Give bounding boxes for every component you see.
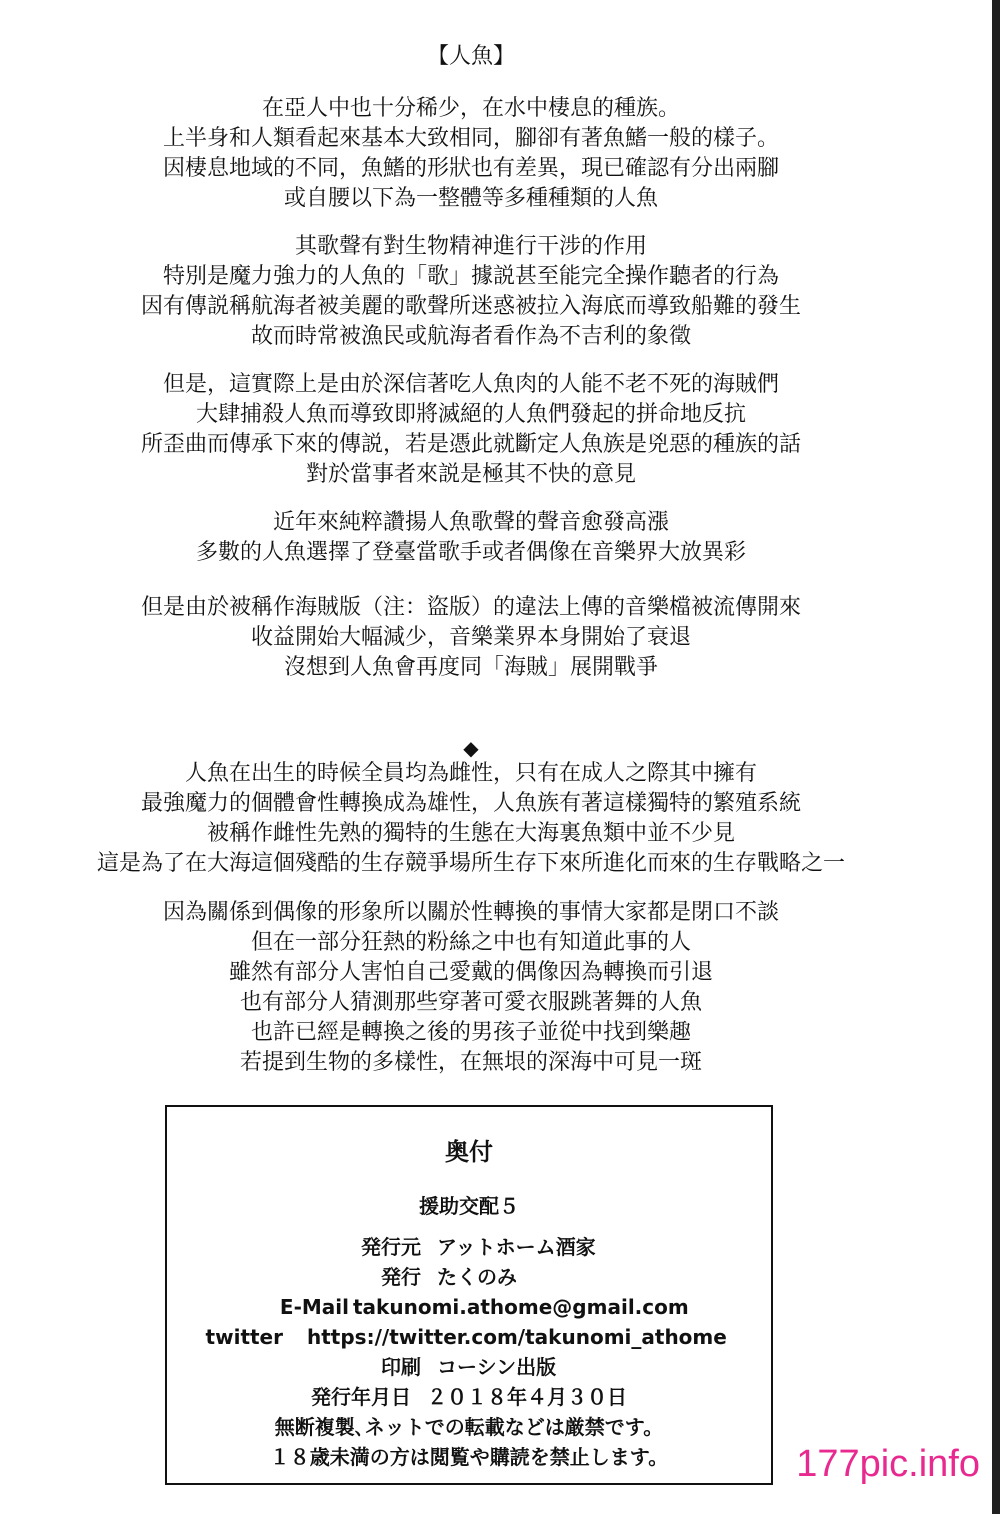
paragraph-7	[0, 898, 942, 1078]
twitter-label: twitter	[205, 1325, 283, 1349]
text-line: 特別是魔力強力的人魚的「歌」據説甚至能完全操作聽者的行為	[162, 264, 779, 289]
text-line: 人魚在出生的時候全員均為雌性，只有在成人之際其中擁有	[184, 761, 757, 786]
email-value: takunomi.athome@gmail.com	[353, 1295, 689, 1319]
text-line: 也許已經是轉換之後的男孩子並從中找到樂趣	[250, 1020, 691, 1045]
section-title: 【人魚】	[426, 44, 515, 69]
text-line: 多數的人魚選擇了登臺當歌手或者偶像在音樂界大放異彩	[195, 540, 746, 565]
text-line: 也有部分人猜測那些穿著可愛衣服跳著舞的人魚	[239, 990, 702, 1015]
text-line: 收益開始大幅減少，音樂業界本身開始了衰退	[250, 625, 691, 650]
colophon-title: 奥付	[445, 1138, 493, 1166]
date-row	[167, 1383, 771, 1411]
publisher-row	[167, 1233, 771, 1261]
diamond-separator: ◆	[463, 736, 479, 760]
publisher-label: 発行元	[361, 1235, 421, 1259]
text-line: 對於當事者來説是極其不快的意見	[305, 462, 636, 487]
text-line: 沒想到人魚會再度同「海賊」展開戰爭	[283, 655, 658, 680]
text-line: 這是為了在大海這個殘酷的生存競爭場所生存下來所進化而來的生存戰略之一	[96, 851, 845, 876]
text-line: 或自腰以下為一整體等多種種類的人魚	[283, 186, 658, 211]
paragraph-4	[0, 508, 942, 568]
paragraph-3	[0, 370, 942, 490]
email-label: E-Mail	[279, 1295, 349, 1319]
issuer-row	[167, 1263, 771, 1291]
text-line: 其歌聲有對生物精神進行干涉的作用	[294, 234, 647, 259]
publisher-value: アットホーム酒家	[437, 1235, 596, 1259]
printer-row	[167, 1353, 771, 1381]
date-value: ２０１８年４月３０日	[427, 1385, 627, 1409]
text-line: 大肆捕殺人魚而導致即將滅絕的人魚們發起的拼命地反抗	[195, 402, 746, 427]
paragraph-6	[0, 759, 942, 879]
paragraph-5	[0, 593, 942, 683]
text-line: 所歪曲而傳承下來的傳説，若是憑此就斷定人魚族是兇惡的種族的話	[140, 432, 801, 457]
text-line: 若提到生物的多樣性，在無垠的深海中可見一斑	[239, 1050, 702, 1075]
page-edge-line	[992, 0, 1000, 1514]
text-line: 被稱作雌性先熟的獨特的生態在大海裏魚類中並不少見	[206, 821, 735, 846]
issuer-label: 発行	[381, 1265, 421, 1289]
printer-label: 印刷	[381, 1355, 421, 1379]
watermark: 177pic.info	[796, 1443, 980, 1485]
date-label: 発行年月日	[311, 1385, 411, 1409]
text-line: 因棲息地域的不同，魚鰭的形狀也有差異，現已確認有分出兩腳	[162, 156, 779, 181]
text-line: 雖然有部分人害怕自己愛戴的偶像因為轉換而引退	[228, 960, 713, 985]
twitter-value: https://twitter.com/takunomi_athome	[307, 1325, 727, 1349]
colophon-box	[165, 1105, 773, 1485]
text-line: 但是由於被稱作海賊版（注：盜版）的違法上傳的音樂檔被流傳開來	[140, 595, 801, 620]
copy-notice: 無断複製､ネットでの転載などは厳禁です。	[274, 1415, 664, 1439]
printer-value: コーシン出版	[437, 1355, 557, 1379]
text-line: 因為關係到偶像的形象所以關於性轉換的事情大家都是閉口不談	[162, 900, 779, 925]
text-line: 上半身和人類看起來基本大致相同，腳卻有著魚鰭一般的樣子。	[162, 126, 779, 151]
text-line: 最強魔力的個體會性轉換成為雄性，人魚族有著這樣獨特的繁殖系統	[140, 791, 801, 816]
text-line: 但在一部分狂熱的粉絲之中也有知道此事的人	[250, 930, 691, 955]
text-line: 因有傳説稱航海者被美麗的歌聲所迷惑被拉入海底而導致船難的發生	[140, 294, 801, 319]
issuer-value: たくのみ	[437, 1265, 517, 1289]
text-line: 但是，這實際上是由於深信著吃人魚肉的人能不老不死的海賊們	[162, 372, 779, 397]
email-row	[167, 1293, 771, 1321]
text-line: 故而時常被漁民或航海者看作為不吉利的象徵	[250, 324, 691, 349]
twitter-row	[167, 1323, 771, 1351]
paragraph-1	[0, 94, 942, 214]
text-line: 近年來純粹讚揚人魚歌聲的聲音愈發高漲	[272, 510, 669, 535]
text-line: 在亞人中也十分稀少，在水中棲息的種族。	[261, 96, 680, 121]
age-notice: １８歳未満の方は閲覧や購読を禁止します。	[269, 1445, 669, 1469]
book-title: 援助交配５	[419, 1194, 519, 1218]
paragraph-2	[0, 232, 942, 352]
